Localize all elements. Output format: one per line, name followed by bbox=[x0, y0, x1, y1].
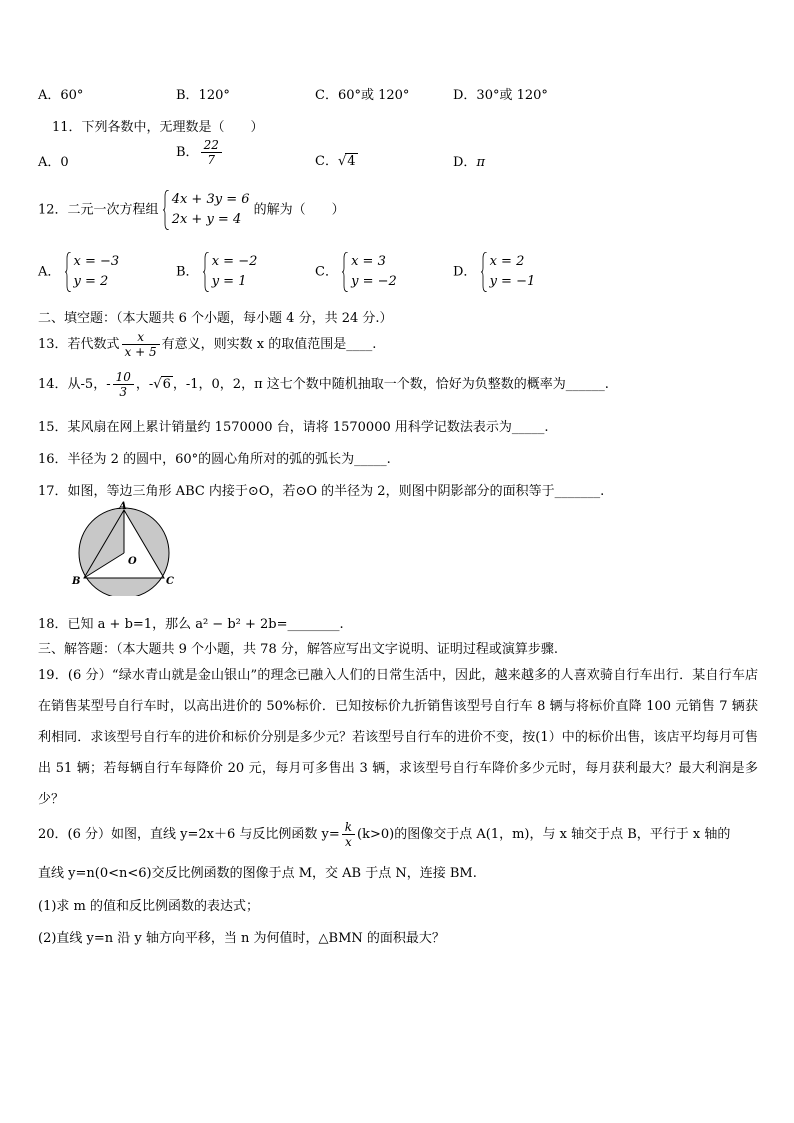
q12-option-b: B． x = −2 y = 1 bbox=[176, 252, 257, 292]
brace-icon bbox=[203, 252, 209, 292]
q16: 16．半径为 2 的圆中，60°的圆心角所对的弧的弧长为_____. bbox=[38, 452, 391, 467]
brace-icon bbox=[65, 252, 71, 292]
label-a: A bbox=[119, 501, 127, 512]
q11-b-fraction: $\frac{22}{7}$ bbox=[201, 138, 222, 167]
q15: 15．某风扇在网上累计销量约 1570000 台，请将 1570000 用科学记数法表示为_____. bbox=[38, 420, 549, 435]
label-c: C bbox=[166, 576, 174, 587]
q17: 17．如图，等边三角形 ABC 内接于⊙O，若⊙O 的半径为 2，则图中阴影部分的面积等于_______. bbox=[38, 484, 605, 499]
q10-option-c: C．60°或 120° bbox=[315, 88, 410, 103]
q11-option-a: A．0 bbox=[38, 155, 69, 170]
q12-option-c: C． x = 3 y = −2 bbox=[315, 252, 397, 292]
q10-option-d: D．30°或 120° bbox=[453, 88, 548, 103]
q20-line-1: 20．(6 分）如图，直线 y=2x＋6 与反比例函数 y= $\frac{k}{x}$ (k>0)的图像交于点 A(1，m)，与 x 轴交于点 B，平行于 x 轴的 bbox=[38, 820, 731, 849]
q20-fraction: $\frac{k}{x}$ bbox=[342, 820, 355, 849]
q11-stem: 11．下列各数中，无理数是（ ） bbox=[52, 120, 264, 135]
section-2-heading: 二、填空题：（本大题共 6 个小题，每小题 4 分，共 24 分.） bbox=[38, 311, 393, 326]
sqrt-sign: √4 bbox=[337, 154, 356, 169]
q20-part-1: (1)求 m 的值和反比例函数的表达式； bbox=[38, 899, 260, 914]
q19: 19．(6 分）“绿水青山就是金山银山”的理念已融入人们的日常生活中，因此，越来越多的人喜欢骑自行车出行．某自行车店在销售某型号自行车时，以高出进价的 50%标价．已知按标价九折销售该型号自行车 8 辆与将标价直降 100 元销售 7 辆获利相同．求该型号自行车的进价和标价分别是多少元？若该型号自行车的进价不变，按(1）中的标价出售，该店平均每月可售出 51 辆；若每辆自行车每降价 20 元，每月可多售出 3 辆，求该型号自行车降价多少元时，每月获利最大？最大利润是多少？ bbox=[38, 668, 758, 807]
q14-fraction: $\frac{10}{3}$ bbox=[113, 370, 134, 399]
label-o: O bbox=[128, 556, 137, 567]
q12-stem: 12．二元一次方程组 4x + 3y = 6 2x + y = 4 的解为（ ） bbox=[38, 190, 345, 230]
q11-option-d: D．π bbox=[453, 155, 485, 170]
q14: 14．从-5，- $\frac{10}{3}$ ，-√6 ，-1，0，2，π 这七个数中随机抽取一个数，恰好为负整数的概率为______. bbox=[38, 370, 609, 399]
q11-option-c: C．√4 bbox=[315, 154, 356, 169]
q20-line-2: 直线 y=n(0<n<6)交反比例函数的图像于点 M，交 AB 于点 N，连接 BM. bbox=[38, 866, 477, 881]
q12-equation-system: 4x + 3y = 6 2x + y = 4 bbox=[163, 190, 250, 230]
inscribed-triangle-figure bbox=[66, 500, 186, 596]
brace-icon bbox=[163, 190, 169, 230]
q20-part-2: (2)直线 y=n 沿 y 轴方向平移，当 n 为何值时，△BMN 的面积最大？ bbox=[38, 931, 445, 946]
label-b: B bbox=[72, 576, 81, 587]
q10-option-b: B．120° bbox=[176, 88, 230, 103]
sqrt-sign: √6 bbox=[153, 377, 171, 392]
q11-option-b: B． $\frac{22}{7}$ bbox=[176, 138, 224, 167]
q13-fraction: $\frac{x}{x + 5}$ bbox=[122, 330, 160, 359]
q18: 18．已知 a + b=1，那么 a² − b² + 2b=________. bbox=[38, 617, 344, 632]
q13: 13．若代数式 $\frac{x}{x + 5}$ 有意义，则实数 x 的取值范围是____. bbox=[38, 330, 377, 359]
brace-icon bbox=[342, 252, 348, 292]
q12-option-a: A． x = −3 y = 2 bbox=[38, 252, 119, 292]
q12-option-d: D． x = 2 y = −1 bbox=[453, 252, 535, 292]
brace-icon bbox=[481, 252, 487, 292]
q10-option-a: A．60° bbox=[38, 88, 84, 103]
section-3-heading: 三、解答题：（本大题共 9 个小题，共 78 分，解答应写出文字说明、证明过程或演算步骤. bbox=[38, 642, 558, 657]
